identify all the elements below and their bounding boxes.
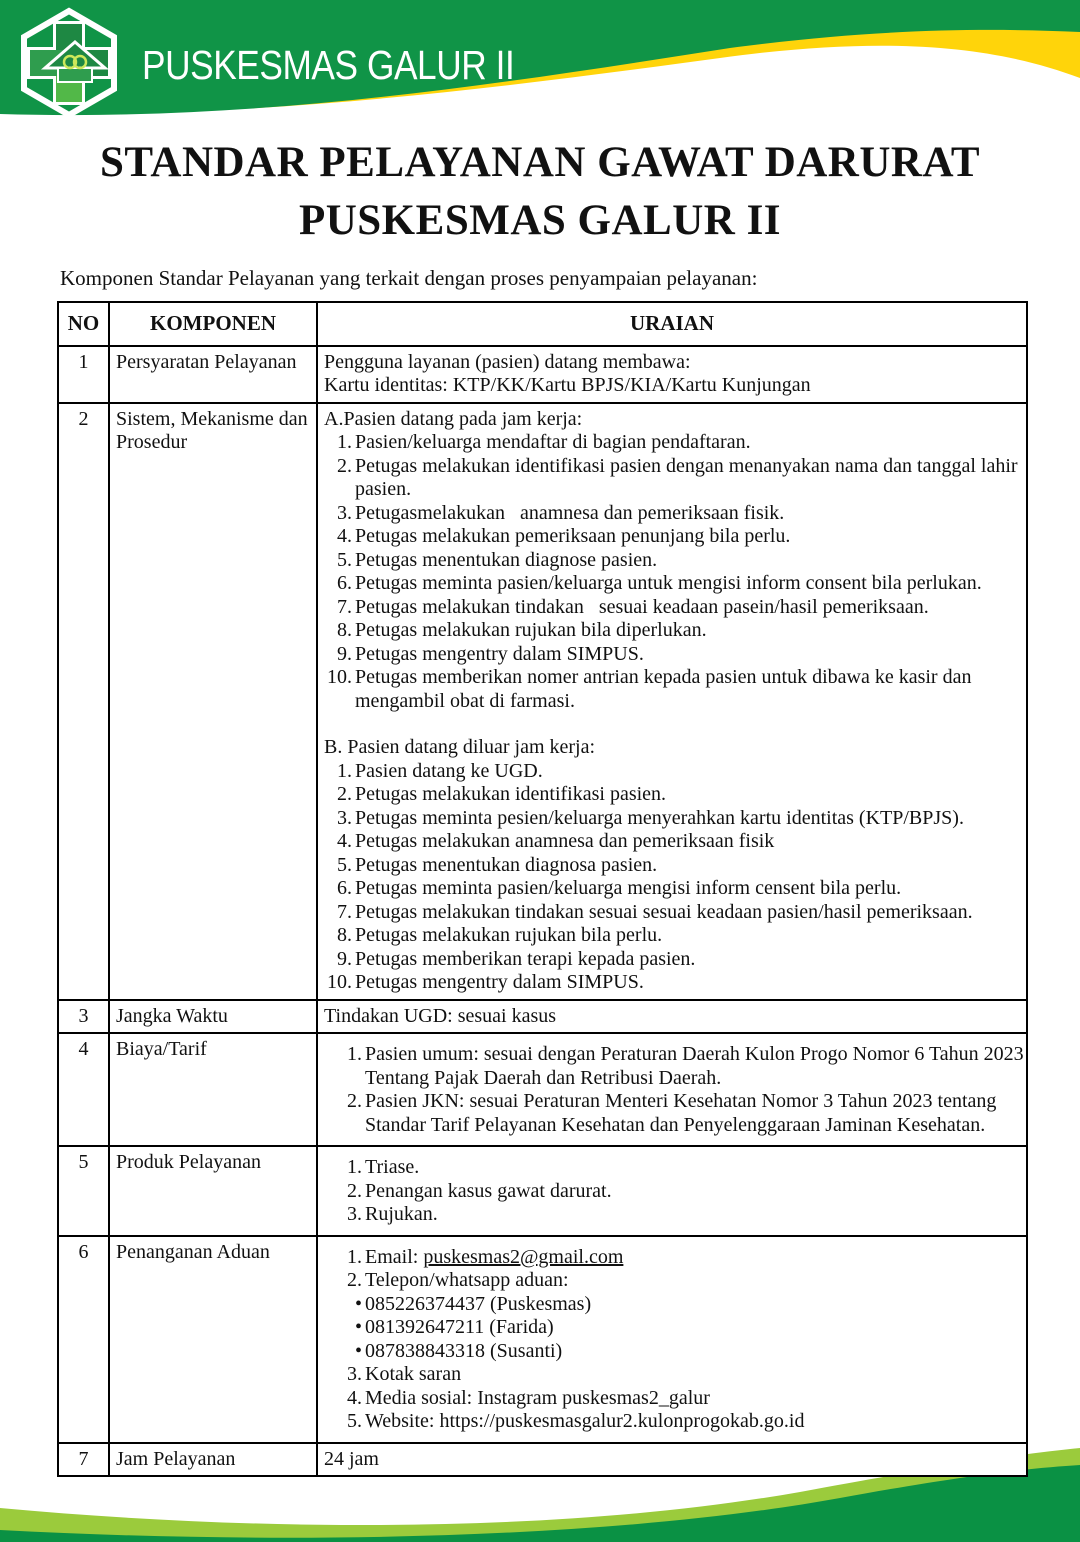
- cell-komponen: Jam Pelayanan: [109, 1443, 317, 1477]
- list-item: [334, 1387, 1030, 1411]
- list-marker: 6.: [337, 877, 352, 899]
- page-title-line2: PUSKESMAS GALUR II: [298, 197, 782, 244]
- list-marker: 1.: [337, 431, 352, 453]
- list-item-text: 085226374437 (Puskesmas): [365, 1292, 592, 1315]
- uraian-paragraph: B. Pasien datang diluar jam kerja:: [324, 736, 596, 758]
- list-item-text: Website: https://puskesmasgalur2.kulonprogokab.go.id: [365, 1410, 805, 1432]
- cell-komponen: Sistem, Mekanisme dan Prosedur: [109, 403, 317, 1000]
- list-item-text: Petugas meminta pesien/keluarga menyerahkan kartu identitas (KTP/BPJS).: [355, 806, 964, 829]
- table-row: [58, 403, 1027, 1000]
- list-marker: 8.: [337, 619, 352, 641]
- list-marker: 4.: [337, 830, 352, 852]
- cell-no: 5: [58, 1146, 109, 1236]
- blank-line: [324, 713, 1020, 736]
- list-marker: 5.: [347, 1410, 362, 1432]
- list-item-text: Petugas melakukan rujukan bila diperlukan.: [355, 619, 707, 641]
- list-item-text: Petugas memberikan terapi kepada pasien.: [355, 947, 696, 970]
- intro-text: Komponen Standar Pelayanan yang terkait dengan proses penyampaian pelayanan:: [60, 266, 758, 290]
- cell-komponen: Biaya/Tarif: [109, 1033, 317, 1146]
- list-item-text: Petugas mengentry dalam SIMPUS.: [355, 971, 644, 993]
- list-item-text: Petugas menentukan diagnose pasien.: [355, 548, 658, 571]
- list-item-text: Pasien umum: sesuai dengan Peraturan Daerah Kulon Progo Nomor 6 Tahun 2023 Tentang Pajak Daerah dan Retribusi Daerah.: [365, 1043, 1029, 1089]
- list-marker: 1.: [347, 1156, 362, 1178]
- list-item: [334, 1203, 1030, 1227]
- list-item: [324, 948, 1020, 972]
- list-item: [324, 572, 1020, 596]
- list-marker: 3.: [347, 1203, 362, 1225]
- service-standard-table: [57, 301, 1028, 1477]
- cell-no: 3: [58, 1000, 109, 1034]
- list-marker: 10.: [327, 971, 352, 993]
- list-item: [324, 901, 1020, 925]
- list-marker: 2.: [347, 1269, 362, 1291]
- list-item-text: Petugas melakukan identifikasi pasien dengan menanyakan nama dan tanggal lahir pasien.: [355, 454, 1023, 500]
- list-item: [324, 666, 1020, 713]
- list-item-text: Pasien/keluarga mendaftar di bagian pendaftaran.: [355, 431, 751, 453]
- list-item-text: 087838843318 (Susanti): [365, 1339, 563, 1362]
- list-item: [324, 619, 1020, 643]
- list-item: [334, 1410, 1030, 1434]
- list-item: [324, 830, 1020, 854]
- list-marker: 4.: [337, 525, 352, 547]
- list-marker: 7.: [337, 900, 352, 923]
- list-marker: 3.: [347, 1363, 362, 1385]
- list-item-text: Triase.: [365, 1156, 420, 1178]
- cell-no: 6: [58, 1236, 109, 1443]
- list-item-text: Petugas melakukan identifikasi pasien.: [355, 783, 667, 805]
- page-title: [0, 134, 1080, 250]
- list-marker: 3.: [337, 806, 352, 829]
- cell-uraian: [317, 1146, 1027, 1236]
- list-item-text: Pasien datang ke UGD.: [355, 759, 543, 782]
- col-header-no: NO: [58, 302, 109, 346]
- list-marker: 10.: [327, 666, 352, 688]
- list-item: [334, 1246, 1030, 1270]
- list-item-text: Petugas menentukan diagnosa pasien.: [355, 853, 658, 876]
- list-item-text: Petugasmelakukan anamnesa dan pemeriksaan fisik.: [355, 501, 785, 524]
- list-item-text: Media sosial: Instagram puskesmas2_galur: [365, 1386, 710, 1409]
- uraian-paragraph: Pengguna layanan (pasien) datang membawa:: [324, 350, 691, 373]
- service-table-body: [58, 346, 1027, 1477]
- list-item: [324, 877, 1020, 901]
- list-marker: •: [354, 1339, 362, 1362]
- list-marker: 1.: [347, 1043, 362, 1065]
- list-marker: 7.: [337, 595, 352, 618]
- list-marker: 9.: [337, 947, 352, 970]
- table-header: [58, 302, 1027, 346]
- list-marker: •: [354, 1292, 362, 1315]
- list-item: [334, 1090, 1030, 1137]
- puskesmas-logo-icon: [14, 6, 124, 120]
- uraian-list: [334, 1156, 1030, 1227]
- uraian-paragraph: Kartu identitas: KTP/KK/Kartu BPJS/KIA/Kartu Kunjungan: [324, 374, 811, 396]
- list-marker: 9.: [337, 642, 352, 665]
- list-marker: 1.: [337, 759, 352, 782]
- table-row: [58, 1236, 1027, 1443]
- cell-uraian: [317, 1443, 1027, 1477]
- list-item-text: Petugas melakukan rujukan bila perlu.: [355, 924, 663, 946]
- list-marker: 2.: [347, 1179, 362, 1202]
- list-item: [324, 760, 1020, 784]
- table-row: [58, 1033, 1027, 1146]
- list-item: [334, 1340, 1030, 1364]
- uraian-list: [334, 1043, 1030, 1137]
- list-marker: 2.: [337, 454, 352, 477]
- list-item-text: Penangan kasus gawat darurat.: [365, 1179, 612, 1202]
- list-item: [324, 525, 1020, 549]
- cell-uraian: [317, 403, 1027, 1000]
- uraian-list: [334, 1246, 1030, 1434]
- uraian-list: [324, 431, 1023, 713]
- list-item: [334, 1156, 1030, 1180]
- list-marker: 1.: [347, 1245, 362, 1268]
- uraian-paragraph: A.Pasien datang pada jam kerja:: [324, 407, 583, 430]
- list-item-text: Email: puskesmas2@gmail.com: [365, 1245, 624, 1268]
- list-marker: 4.: [347, 1386, 362, 1409]
- list-item-text: Petugas melakukan tindakan sesuai keadaan pasein/hasil pemeriksaan.: [355, 595, 929, 618]
- list-item: [334, 1316, 1030, 1340]
- uraian-list: [324, 760, 1020, 995]
- list-item-text: Telepon/whatsapp aduan:: [365, 1269, 569, 1291]
- list-item-text: Petugas memberikan nomer antrian kepada pasien untuk dibawa ke kasir dan mengambil obat di farmasi.: [355, 666, 977, 712]
- list-item: [324, 854, 1020, 878]
- list-marker: 5.: [337, 853, 352, 876]
- cell-uraian: [317, 1033, 1027, 1146]
- cell-no: 4: [58, 1033, 109, 1146]
- house-body: [58, 68, 92, 82]
- list-item: [334, 1293, 1030, 1317]
- cell-uraian: [317, 346, 1027, 403]
- list-item-text: Petugas melakukan anamnesa dan pemeriksaan fisik: [355, 830, 775, 852]
- list-item-text: Pasien JKN: sesuai Peraturan Menteri Kesehatan Nomor 3 Tahun 2023 tentang Standar Tarif Pelayanan Kesehatan dan Penyelenggaraan Jaminan Kesehatan.: [365, 1090, 1002, 1136]
- list-item: [324, 643, 1020, 667]
- list-item: [324, 454, 1023, 502]
- table-row: [58, 1443, 1027, 1477]
- list-item: [334, 1363, 1030, 1387]
- page-title-line1: STANDAR PELAYANAN GAWAT DARURAT: [99, 139, 980, 186]
- cell-uraian: [317, 1236, 1027, 1443]
- col-header-komponen: KOMPONEN: [109, 302, 317, 346]
- list-item: [324, 807, 1020, 831]
- list-item-text: Kotak saran: [365, 1363, 462, 1385]
- brand-title: PUSKESMAS GALUR II: [142, 42, 515, 88]
- header-banner: [0, 0, 1080, 130]
- cell-no: 2: [58, 403, 109, 1000]
- table-header-row: [58, 302, 1027, 346]
- list-item: [324, 971, 1020, 995]
- list-item-text: Petugas meminta pasien/keluarga untuk mengisi inform consent bila perlukan.: [355, 572, 982, 594]
- table-row: [58, 1000, 1027, 1034]
- uraian-paragraph: 24 jam: [324, 1447, 379, 1470]
- list-marker: 3.: [337, 501, 352, 524]
- list-item-text: Petugas mengentry dalam SIMPUS.: [355, 642, 644, 665]
- table-row: [58, 1146, 1027, 1236]
- cell-komponen: Penanganan Aduan: [109, 1236, 317, 1443]
- cell-komponen: Produk Pelayanan: [109, 1146, 317, 1236]
- cell-uraian: [317, 1000, 1027, 1034]
- list-item: [324, 502, 1020, 526]
- cell-no: 1: [58, 346, 109, 403]
- email-link[interactable]: puskesmas2@gmail.com: [423, 1245, 624, 1268]
- list-item: [334, 1180, 1030, 1204]
- list-marker: 2.: [337, 783, 352, 805]
- cell-no: 7: [58, 1443, 109, 1477]
- uraian-paragraph: Tindakan UGD: sesuai kasus: [324, 1004, 557, 1027]
- list-marker: 6.: [337, 572, 352, 594]
- list-marker: 8.: [337, 924, 352, 946]
- list-item: [334, 1043, 1030, 1090]
- list-item: [324, 783, 1020, 807]
- list-item-text: Petugas melakukan tindakan sesuai sesuai keadaan pasien/hasil pemeriksaan.: [355, 900, 973, 923]
- list-marker: •: [354, 1316, 362, 1338]
- table-row: [58, 346, 1027, 403]
- list-marker: 5.: [337, 548, 352, 571]
- list-item: [324, 549, 1020, 573]
- list-item: [324, 596, 1020, 620]
- list-item-text: Rujukan.: [365, 1203, 438, 1225]
- cell-komponen: Jangka Waktu: [109, 1000, 317, 1034]
- cell-komponen: Persyaratan Pelayanan: [109, 346, 317, 403]
- list-item: [324, 431, 1020, 455]
- list-marker: 2.: [347, 1090, 362, 1112]
- list-item-text: Petugas meminta pasien/keluarga mengisi inform censent bila perlu.: [355, 877, 902, 899]
- list-item-text: 081392647211 (Farida): [365, 1316, 554, 1338]
- list-item: [324, 924, 1020, 948]
- list-item-text: Petugas melakukan pemeriksaan penunjang bila perlu.: [355, 525, 791, 547]
- list-item: [334, 1269, 1030, 1293]
- col-header-uraian: URAIAN: [317, 302, 1027, 346]
